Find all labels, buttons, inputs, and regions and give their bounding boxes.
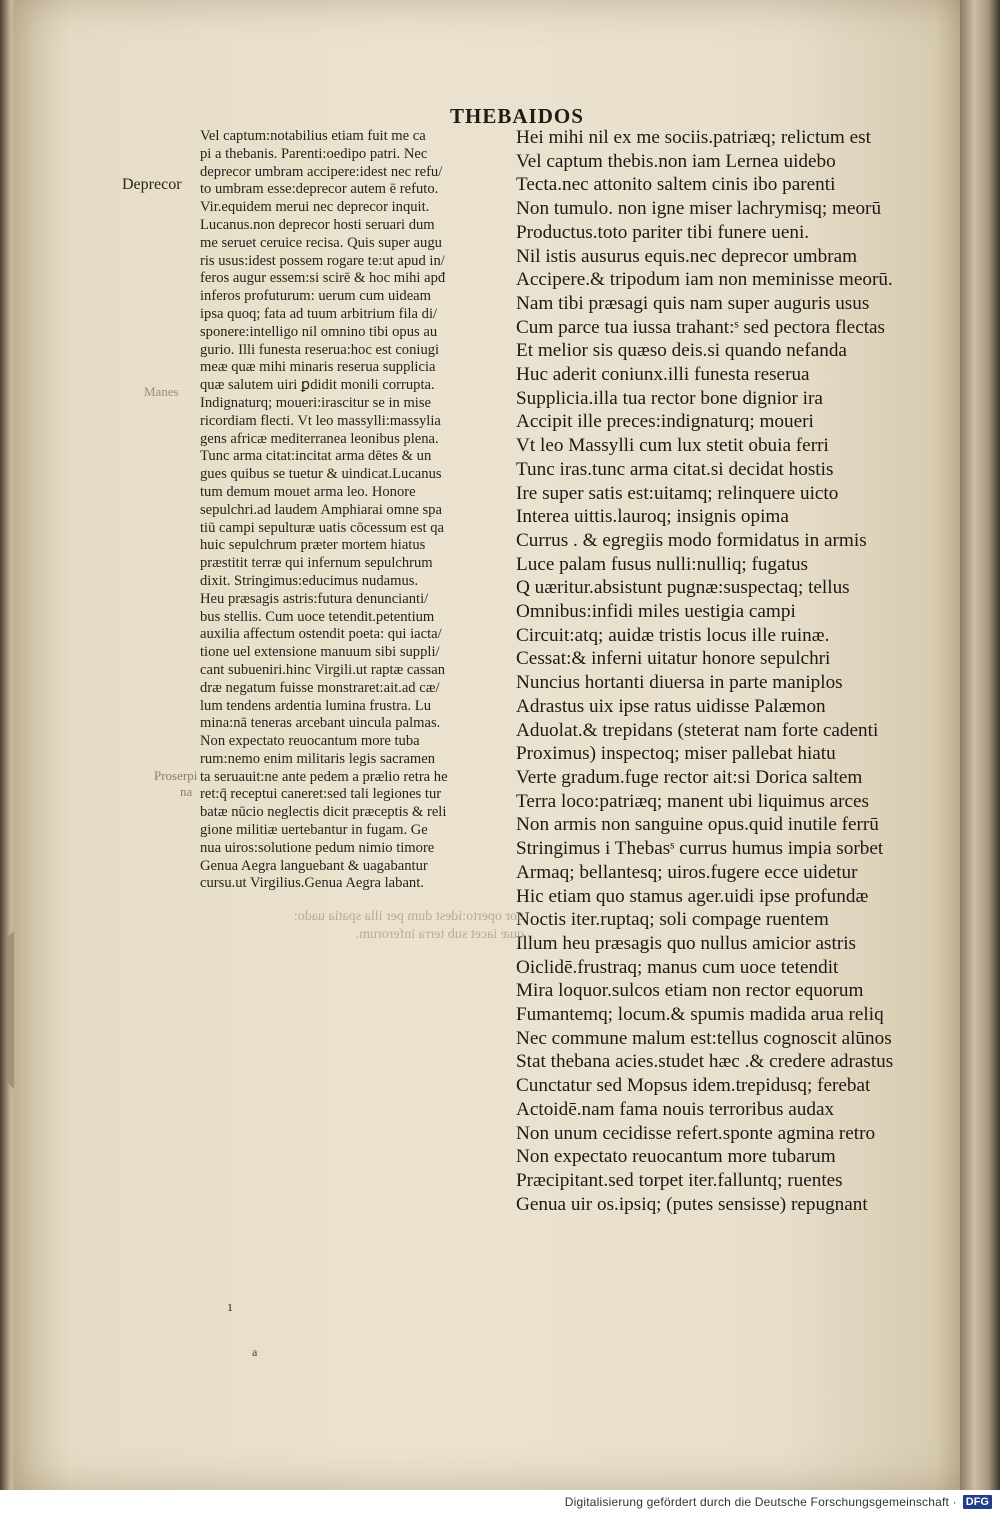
commentary-line: Tunc arma citat:incitat arma dētes & un <box>200 448 432 465</box>
commentary-line: mina:nā teneras arcebant uincula palmas. <box>200 715 441 732</box>
commentary-line: pi a thebanis. Parenti:oedipo patri. Nec <box>200 145 428 162</box>
commentary-line: ipsa quoq; fata ad tuum arbitrium fila di/ <box>200 305 438 322</box>
ghost-line: uor operto:idest dum per illa spatia uado: <box>293 909 524 924</box>
commentary-line: me seruet ceruice recisa. Quis super augu <box>200 234 442 251</box>
poem-line: Cunctatur sed Mopsus idem.trepidusq; ferebat <box>516 1075 871 1097</box>
poem-line: Adrastus uix ipse ratus uidisse Palæmon <box>516 695 826 717</box>
commentary-line: feros augur essem:si scirē & hoc mihi apđ <box>200 270 446 287</box>
poem-line: Hei mihi nil ex me sociis.patriæq; relictum est <box>516 127 871 148</box>
offset-bleed-through <box>284 908 524 944</box>
marginal-note-deprecor: Deprecor <box>122 176 182 193</box>
commentary-line: dræ negatum fuisse monstraret:ait.ad cæ/ <box>200 679 440 696</box>
footer-credit-text: Digitalisierung gefördert durch die Deutsche Forschungsgemeinschaft · <box>564 1494 957 1509</box>
poem-column <box>516 126 966 1216</box>
commentary-line: lum tendens ardentia lumina frustra. Lu <box>200 697 431 714</box>
poem-line: Actoidē.nam fama nouis terroribus audax <box>516 1098 835 1120</box>
poem-line: Supplicia.illa tua rector bone dignior ira <box>516 387 823 409</box>
poem-line: Omnibus:infidi miles uestigia campi <box>516 601 796 623</box>
commentary-line: Non expectato reuocantum more tuba <box>200 733 420 750</box>
commentary-line: Vel captum:notabilius etiam fuit me ca <box>200 128 426 144</box>
commentary-line: gione militiæ uertebantur in fugam. Ge <box>200 822 428 839</box>
book-page <box>14 0 974 1490</box>
commentary-line: deprecor umbram accipere:idest nec refu/ <box>200 163 443 180</box>
commentary-line: auxilia affectum ostendit poeta: qui iacta/ <box>200 626 442 643</box>
poem-line: Non armis non sanguine opus.quid inutile ferrū <box>516 814 879 836</box>
commentary-line: ris usus:idest possem rogare te:ut apud in/ <box>200 252 445 269</box>
commentary-line: tum demum mouet arma leo. Honore <box>200 483 416 500</box>
dfg-logo: DFG <box>963 1495 992 1509</box>
poem-line: Proximus) inspectoq; miser pallebat hiatu <box>516 743 836 765</box>
poem-line: Et melior sis quæso deis.si quando nefanda <box>516 340 847 362</box>
poem-line: Terra loco:patriæq; manent ubi liquimus arces <box>516 790 869 812</box>
poem-line: Accipere.& tripodum iam non meminisse meorū. <box>516 269 893 291</box>
commentary-line: præstitit terræ qui infernum sepulchrum <box>200 555 433 572</box>
poem-line: Armaq; bellantesq; uiros.fugere ecce uidetur <box>516 861 858 883</box>
poem-line: Currus . & egregiis modo formidatus in armis <box>516 529 867 551</box>
commentary-line: gues quibus se tuetur & uindicat.Lucanus <box>200 466 442 483</box>
poem-line: Genua uir os.ipsiq; (putes sensisse) repugnant <box>516 1193 868 1215</box>
poem-line: Nam tibi præsagi quis nam super auguris usus <box>516 292 870 314</box>
commentary-column <box>200 128 522 893</box>
commentary-line: tiū campi sepulturæ uatis cōcessum est qa <box>200 519 444 536</box>
poem-line: Vel captum thebis.non iam Lernea uidebo <box>516 150 836 172</box>
commentary-line: nua uiros:solutione pedum nimio timore <box>200 839 435 856</box>
commentary-line: cant subueniri.hinc Virgili.ut raptæ cassan <box>200 661 446 678</box>
poem-line: Oiclidē.frustraq; manus cum uoce tetendit <box>516 956 839 978</box>
commentary-line: Vir.equidem merui nec deprecor inquit. <box>200 199 430 216</box>
poem-line: Verte gradum.fuge rector ait:si Dorica saltem <box>516 766 863 788</box>
poem-line: Cum parce tua iussa trahant:ˢ sed pectora flectas <box>516 316 886 338</box>
poem-line: Tunc iras.tunc arma citat.si decidat hostis <box>516 458 834 480</box>
poem-line: Q uæritur.absistunt pugnæ:suspectaq; tellus <box>516 577 850 599</box>
poem-line: Illum heu præsagis quo nullus amicior astris <box>516 932 857 954</box>
commentary-line: Heu præsagis astris:futura denuncianti/ <box>200 590 429 607</box>
commentary-line: cursu.ut Virgilius.Genua Aegra labant. <box>200 875 424 892</box>
poem-line: Interea uittis.lauroq; insignis opima <box>516 506 789 528</box>
commentary-line: meæ quæ mihi minaris reserua supplicia <box>200 359 436 376</box>
poem-line: Nec commune malum est:tellus cognoscit alūnos <box>516 1027 892 1049</box>
poem-line: Vt leo Massylli cum lux stetit obuia ferri <box>516 435 829 457</box>
ghost-line: quæ iacet sub terra inferorum. <box>355 927 524 942</box>
commentary-line: batæ nūcio neglectis dicit præceptis & reli <box>200 804 447 821</box>
poem-line: Non tumulo. non igne miser lachrymisq; meorū <box>516 198 882 220</box>
commentary-line: gens africæ mediterranea leonibus plena. <box>200 430 439 447</box>
commentary-line: rum:nemo enim militaris legis sacramen <box>200 750 436 767</box>
poem-line: Hic etiam quo stamus ager.uidi ipse profundæ <box>516 885 869 907</box>
marginal-note-line: Proserpi <box>154 768 198 783</box>
poem-line: Aduolat.& trepidans (steterat nam forte cadenti <box>516 719 879 741</box>
commentary-line: ret:q̄ receptui caneret:sed tali legiones tur <box>200 786 442 803</box>
commentary-line: Genua Aegra languebant & uagabantur <box>200 857 428 874</box>
poem-line: Noctis iter.ruptaq; soli compage ruentem <box>516 909 829 931</box>
digitization-footer <box>0 1490 1000 1513</box>
poem-line: Accipit ille preces:indignaturq; moueri <box>516 411 814 433</box>
poem-line: Non expectato reuocantum more tubarum <box>516 1146 836 1168</box>
marginal-note-manes: Manes <box>144 384 179 399</box>
poem-line: Nil istis ausurus equis.nec deprecor umbram <box>516 245 858 267</box>
poem-line: Nuncius hortanti diuersa in parte maniplos <box>516 672 843 694</box>
commentary-line: inferos profuturum: uerum cum uideam <box>200 288 432 305</box>
poem-line: Præcipitant.sed torpet iter.falluntq; ruentes <box>516 1169 843 1191</box>
commentary-line: ricordiam flecti. Vt leo massylli:massylia <box>200 412 441 429</box>
commentary-line: dixit. Stringimus:educimus nudamus. <box>200 572 419 589</box>
commentary-line: gurio. Illi funesta reserua:hoc est coniugi <box>200 341 440 358</box>
commentary-line: Lucanus.non deprecor hosti seruari dum <box>200 216 435 233</box>
signature-mark: a <box>252 1345 258 1359</box>
printer-mark: ı <box>228 1300 233 1315</box>
poem-line: Circuit:atq; auidæ tristis locus ille ruinæ. <box>516 624 830 646</box>
commentary-line: Indignaturq; moueri:irascitur se in mise <box>200 394 432 411</box>
poem-line: Non unum cecidisse refert.sponte agmina retro <box>516 1122 876 1144</box>
right-page-edge <box>960 0 1000 1490</box>
poem-line: Stringimus i Thebasˢ currus humus impia sorbet <box>516 838 884 860</box>
poem-line: Luce palam fusus nulli:nulliq; fugatus <box>516 553 809 575</box>
commentary-line: tione uel extensione manuum sibi suppli/ <box>200 644 440 661</box>
marginal-note-line: na <box>180 784 193 799</box>
poem-line: Fumantemq; locum.& spumis madida arua reliq <box>516 1004 884 1026</box>
poem-line: Mira loquor.sulcos etiam non rector equorum <box>516 980 864 1002</box>
marginal-note-proserpina <box>154 768 197 800</box>
poem-line: Ire super satis est:uitamq; relinquere uicto <box>516 482 839 504</box>
poem-line: Cessat:& inferni uitatur honore sepulchri <box>516 648 831 670</box>
commentary-line: huic sepulchrum præter mortem hiatus <box>200 537 426 554</box>
commentary-line: ta seruauit:ne ante pedem a prælio retra he <box>200 768 448 785</box>
poem-line: Tecta.nec attonito saltem cinis ibo parenti <box>516 174 836 196</box>
poem-line: Huc aderit coniunx.illi funesta reserua <box>516 364 810 386</box>
running-head: THEBAIDOS <box>450 104 584 128</box>
commentary-line: sponere:intelligo nil omnino tibi opus au <box>200 323 438 340</box>
commentary-line: quæ salutem uiri ꝑdidit monili corrupta. <box>200 377 435 394</box>
commentary-line: bus stellis. Cum uoce tetendit.petentium <box>200 608 435 625</box>
poem-line: Stat thebana acies.studet hæc .& credere adrastus <box>516 1051 894 1073</box>
poem-line: Productus.toto pariter tibi funere ueni. <box>516 221 810 243</box>
commentary-line: sepulchri.ad laudem Amphiarai omne spa <box>200 501 442 518</box>
commentary-line: to umbram esse:deprecor autem ē refuto. <box>200 181 439 198</box>
